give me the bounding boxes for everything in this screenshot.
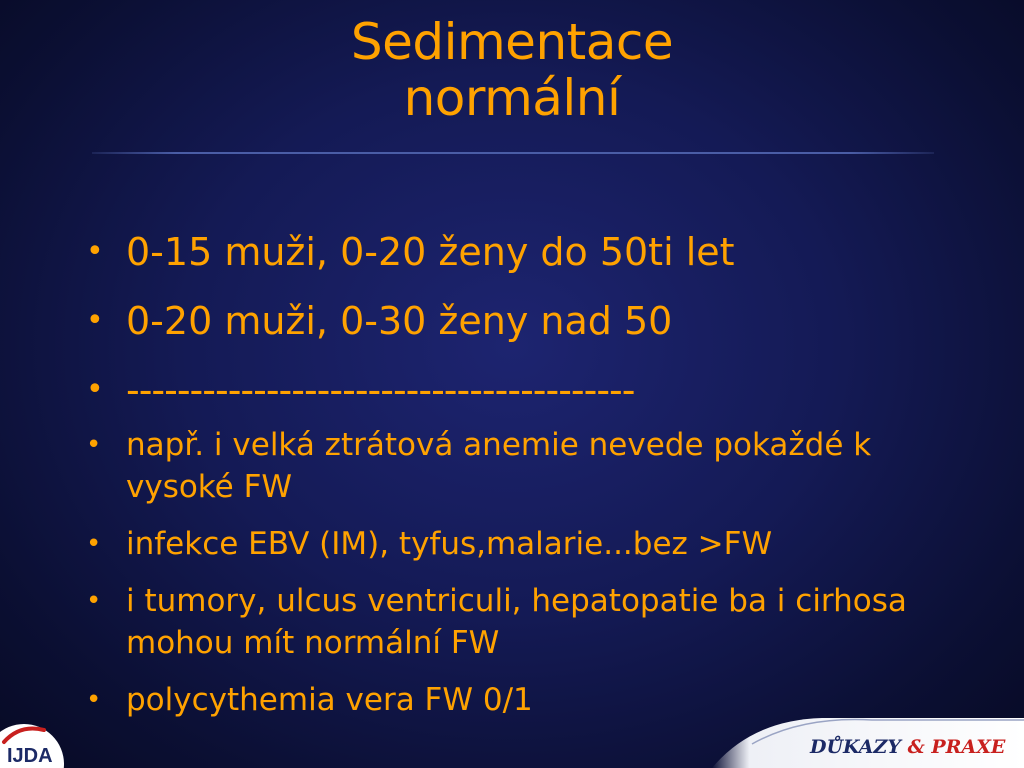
title-line-2: normální <box>403 69 621 127</box>
bullet-text: polycythemia vera FW 0/1 <box>126 682 533 718</box>
bullet-text: infekce EBV (IM), tyfus,malarie...bez >FW <box>126 526 773 562</box>
bullet-icon: • <box>86 430 102 460</box>
bullet-text: 0-15 muži, 0-20 ženy do 50ti let <box>126 230 735 274</box>
brand-part-1: DŮKAZY <box>810 736 901 758</box>
bullet-icon: • <box>86 586 102 616</box>
title-divider <box>92 152 934 154</box>
bullet-icon: • <box>86 685 102 715</box>
bullet-text: např. i velká ztrátová anemie nevede pokaždé k vysoké FW <box>126 427 872 505</box>
brand-ampersand: & <box>907 736 925 758</box>
bullet-icon: • <box>86 234 104 269</box>
bullet-icon: • <box>86 303 104 338</box>
bullet-icon: • <box>86 529 102 559</box>
ijda-logo <box>0 712 64 768</box>
bullet-text: 0-20 muži, 0-30 ženy nad 50 <box>126 299 673 343</box>
bullet-item <box>86 295 946 347</box>
logo-text: IJDA <box>7 745 53 767</box>
bullet-item <box>86 364 946 416</box>
bullet-item <box>86 523 946 565</box>
bullet-item <box>86 424 946 508</box>
title-line-1: Sedimentace <box>350 13 674 71</box>
brand-part-2: PRAXE <box>931 736 1006 758</box>
bullet-text: i tumory, ulcus ventriculi, hepatopatie ba i cirhosa mohou mít normální FW <box>126 583 907 661</box>
bullet-list <box>86 226 946 736</box>
bullet-item <box>86 226 946 278</box>
bullet-text: ---------------------------------------- <box>126 368 635 412</box>
bullet-icon: • <box>86 372 104 407</box>
footer-brand <box>810 736 1005 758</box>
bullet-item <box>86 580 946 664</box>
slide-title <box>0 14 1024 126</box>
